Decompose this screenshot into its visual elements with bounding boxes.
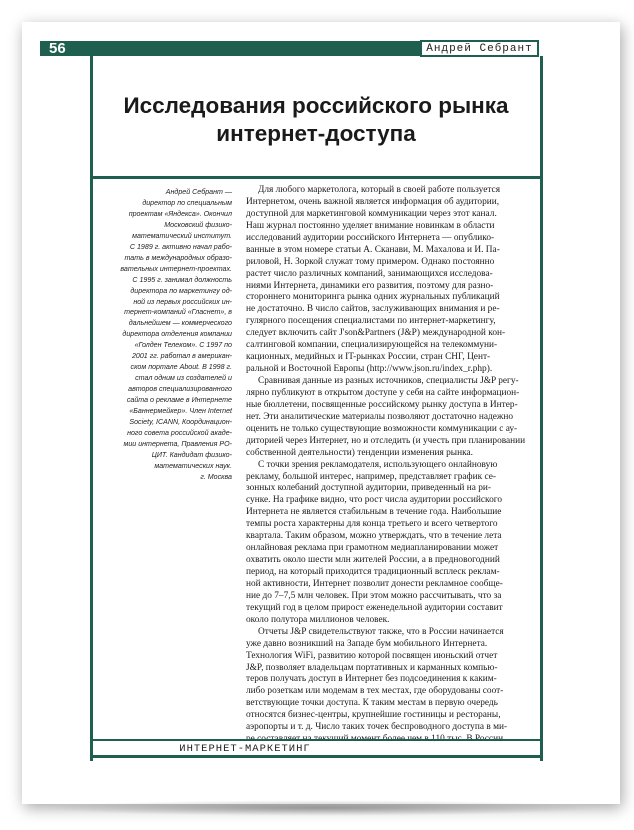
bio-line: мии интернета, Правления РО- [123,439,232,448]
bio-line: директор по специальным [142,198,232,207]
body-line: J&P, позволяет владельцам портативных и карманных компью- [246,662,498,673]
bio-line: сайта о рекламе в Интернете [126,396,232,405]
bio-line: С 1995 г. занимал должность [132,275,232,284]
body-line: гулярного посещения специалистами по интернет-маркетингу, [246,316,496,327]
bio-line: «Баннермейкер». Член Internet [129,407,232,416]
body-line: рекламу, большой интерес, например, представляет график се- [246,471,496,482]
body-line: текущий год в целом прирост еженедельной аудитории составит [246,602,503,613]
body-line: ванные в этом номере статьи А. Сканави, М. Махалова и И. Па- [246,244,500,255]
bio-line: дальнейшем — коммерческого [128,319,232,328]
page-number: 56 [49,40,66,57]
body-line: квартала. Таким образом, можно утверждать, что в течение лета [246,531,502,542]
body-line: теров получать доступ в Интернет без подсоединения к каким- [246,674,497,685]
body-line: Наш журнал постоянно уделяет внимание новинкам в области [246,220,495,231]
body-line: Для любого маркетолога, который в своей работе пользуется [258,185,501,195]
bio-line: тать в международных образо- [124,253,232,262]
author-bio [98,187,232,483]
article-body [246,185,538,746]
body-line: темпы роста характерны для конца третьего и всего четвертого [246,519,498,530]
bio-line: директора отделения компании [122,330,232,339]
body-line: ной активности, Интернет позволит донести рекламное сообще- [246,578,503,589]
bio-line: математический институт. [132,231,232,240]
page-shadow [40,800,600,816]
bio-line: авторов специализированного [128,385,232,394]
body-line: не достаточно. В число сайтов, заслуживающих внимания и ре- [246,304,500,315]
bio-line: тернет-компаний «Гласнет», в [124,308,232,317]
bio-line: ного совета российской акаде- [127,428,232,437]
body-line: аэропорты и т. д. Число таких точек беспроводного доступа в ми- [246,722,508,733]
body-line: лярно публикуют в открытом доступе у себя на сайте информацион- [246,387,520,398]
body-line: исследований аудитории российского Интернета — опублико- [246,232,495,243]
body-line: Интернета не является стабильным в течение года. Наибольшие [246,507,502,518]
bio-line: ском портале About. В 1998 г. [130,363,232,372]
title-line-2: интернет-доступа [216,121,416,146]
body-line: стороннего мониторинга рынка одних журнальных публикаций [246,292,500,303]
body-line: оценить не только существующие возможности коммуникации с ау- [246,423,518,434]
body-line: салтинговой компании, специализирующейся на телекоммуни- [246,340,498,351]
bio-line: г. Москва [200,472,232,481]
body-line: следует включить сайт J'son&Partners (J&P) международной кон- [246,328,506,339]
body-line: период, на который приходится традиционный всплеск реклам- [246,567,500,577]
title-line-1: Исследования российского рынка [123,93,509,118]
body-line: риловой, Н. Зоркой служат тому примером. Однако постоянно [246,256,495,267]
bio-line: вательных интернет-проектах. [120,264,232,273]
bio-line: стал одним из создателей и [135,374,232,383]
bio-line: 2001 гг. работал в американ- [131,352,232,361]
body-line: кационных, медийных и IT-рынках России, стран СНГ, Цент- [246,352,491,363]
bio-line: Андрей Себрант — [165,188,232,196]
article-title [96,92,536,148]
body-line: около полутора миллионов человек. [246,614,390,625]
body-line: относятся бизнес-центры, крупнейшие гостиницы и рестораны, [246,710,501,721]
body-line: Технология WiFi, развитию которой посвящен июньский отчет [246,650,498,661]
bio-line: математических наук. [154,461,232,470]
body-line: зонных колебаний доступной аудитории, приведенный на ри- [246,483,492,494]
bio-line: проектам «Яндекса». Окончил [128,209,232,218]
body-line: растет число различных компаний, занимающихся исследова- [246,268,493,279]
body-line: Отчеты J&P свидетельствуют также, что в России начинается [258,626,504,637]
body-line: Интернетом, очень важной является информация об аудитории, [246,196,500,207]
body-line: Сравнивая данные из разных источников, специалисты J&P регу- [258,376,519,386]
bio-line: «Голден Телеком». С 1997 по [134,341,232,350]
bio-line: ЦИТ. Кандидат физико- [151,450,232,459]
body-line: ральной и Восточной Европы (http://www.json.ru/index_r.php). [246,364,493,375]
body-line: диторией через Интернет, но и отследить (и учесть при планировании [246,435,526,446]
section-label: ИНТЕРНЕТ-МАРКЕТИНГ [179,743,311,755]
bio-line: Московский физико- [164,220,232,229]
body-line: доступной для маркетинговой коммуникации через этот канал. [246,208,497,219]
bio-line: директора по маркетингу од- [130,286,232,295]
body-line: уже давно возникший на Западе бум мобильного Интернета. [246,638,488,649]
body-line: охватить около шести млн жителей России, а в предновогодний [246,555,500,566]
body-line: онлайновая реклама при грамотном медиапланировании может [246,543,499,554]
body-line: либо розеткам или модемам в тех местах, где оборудованы соот- [246,686,504,697]
running-head-author: Андрей Себрант [420,40,539,57]
title-rule [90,176,543,179]
body-line: собственной деятельности) тенденции изменения рынка. [246,447,473,458]
body-line: нет. Эти аналитические материалы позволяют достаточно надежно [246,411,514,422]
bio-line: Society, ICANN, Координацион- [129,418,232,427]
bio-line: С 1989 г. активно начал рабо- [129,242,232,251]
body-line: ветствующие точки доступа. К таким местам в первую очередь [246,698,498,709]
body-line: С точки зрения рекламодателя, использующего онлайновую [258,459,498,470]
body-line: ные бюллетени, посвященные российскому рынку доступа в Интер- [246,399,518,410]
body-line: ниями Интернета, динамики его развития, поэтому для разно- [246,280,494,291]
body-line: ние до 7–7,5 млн человек. При этом можно рассчитывать, что за [246,590,502,601]
body-line: сунке. На графике видно, что рост числа аудитории российского [246,495,503,506]
bio-line: ной из первых российских ин- [133,297,232,306]
